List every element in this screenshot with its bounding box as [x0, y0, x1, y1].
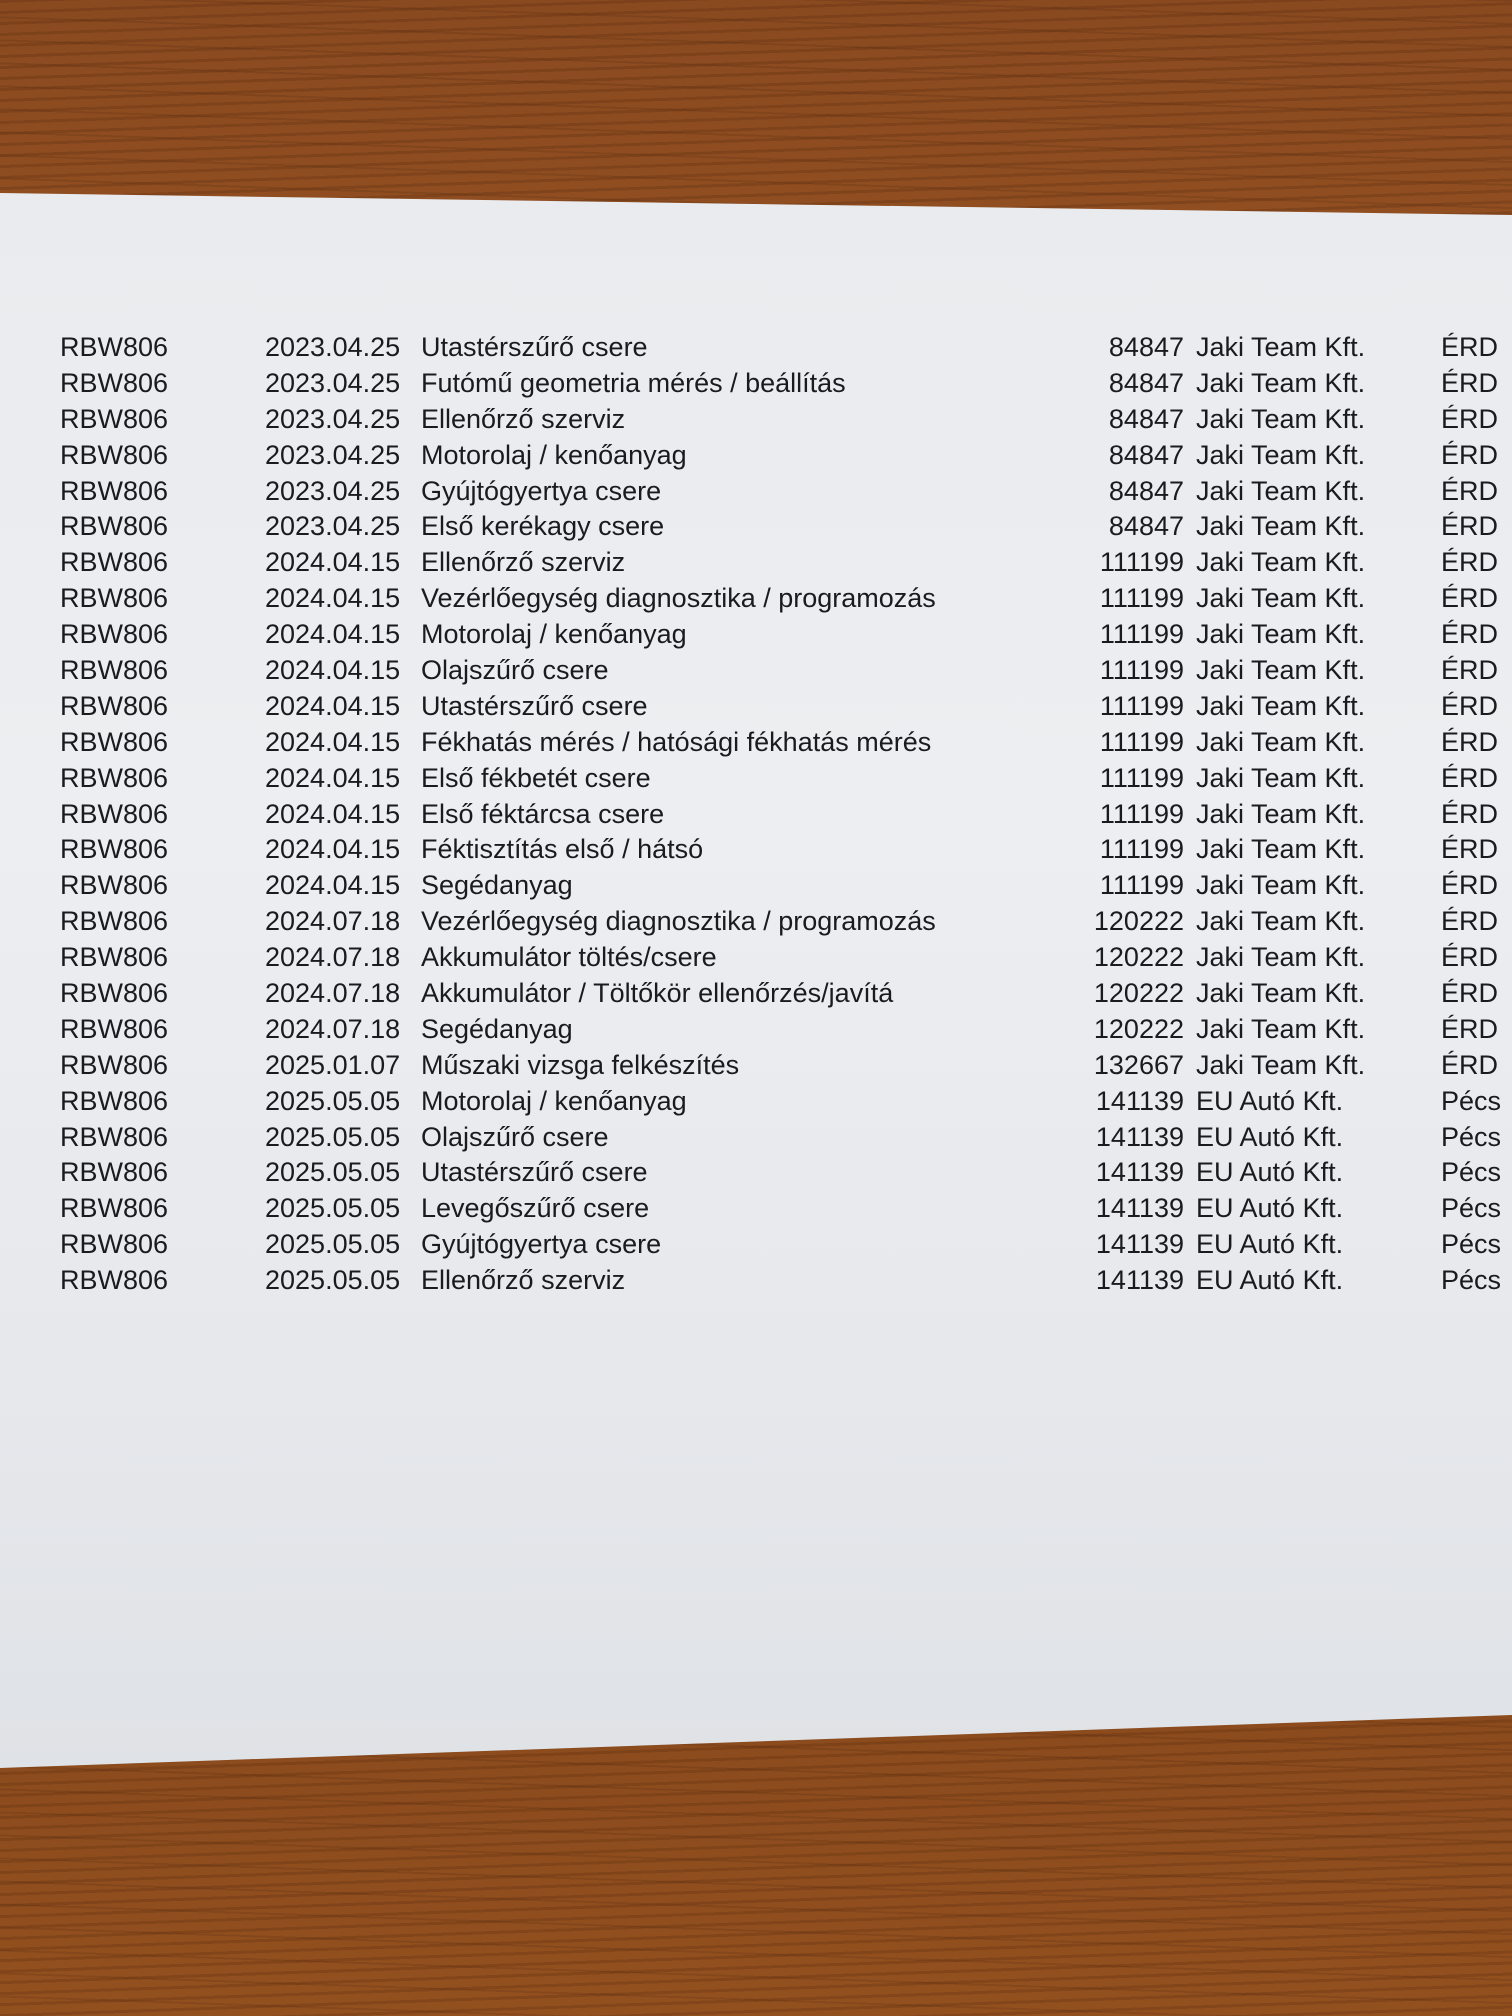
odometer-cell: 120222: [1093, 906, 1184, 937]
city-cell: ÉRD: [1441, 511, 1499, 542]
city-cell: ÉRD: [1441, 1013, 1499, 1044]
workshop-cell: Jaki Team Kft.: [1196, 870, 1366, 901]
task-cell: Motorolaj / kenőanyag: [421, 1085, 687, 1116]
date-cell: 2023.04.25: [265, 403, 401, 434]
service-record-row: [0, 581, 1512, 617]
plate-cell: RBW806: [60, 583, 169, 614]
service-record-row: [0, 1191, 1512, 1227]
task-cell: Olajszűrő csere: [421, 655, 609, 686]
city-cell: Pécs: [1441, 1157, 1502, 1188]
odometer-cell: 111199: [1099, 762, 1184, 793]
service-record-row: [0, 438, 1512, 474]
workshop-cell: Jaki Team Kft.: [1196, 367, 1366, 398]
date-cell: 2023.04.25: [265, 332, 401, 362]
task-cell: Fékhatás mérés / hatósági fékhatás mérés: [421, 726, 932, 757]
odometer-cell: 120222: [1093, 978, 1184, 1009]
odometer-cell: 141139: [1095, 1193, 1184, 1224]
odometer-cell: 120222: [1093, 1013, 1184, 1044]
odometer-cell: 141139: [1095, 1121, 1184, 1152]
odometer-cell: 84847: [1108, 511, 1184, 542]
service-record-row: [0, 330, 1512, 366]
date-cell: 2024.04.15: [265, 870, 401, 901]
date-cell: 2025.05.05: [265, 1085, 401, 1116]
workshop-cell: EU Autó Kft.: [1196, 1193, 1344, 1224]
service-record-row: [0, 725, 1512, 761]
date-cell: 2023.04.25: [265, 367, 401, 398]
service-record-row: [0, 868, 1512, 904]
city-cell: Pécs: [1441, 1229, 1502, 1260]
task-cell: Utastérszűrő csere: [421, 1157, 648, 1188]
odometer-cell: 111199: [1099, 655, 1184, 686]
date-cell: 2025.05.05: [265, 1157, 401, 1188]
plate-cell: RBW806: [60, 439, 169, 470]
city-cell: ÉRD: [1441, 906, 1499, 937]
odometer-cell: 84847: [1108, 475, 1184, 506]
service-record-row: [0, 904, 1512, 940]
service-record-row: [0, 1084, 1512, 1120]
task-cell: Műszaki vizsga felkészítés: [421, 1049, 740, 1080]
workshop-cell: Jaki Team Kft.: [1196, 1049, 1366, 1080]
task-cell: Akkumulátor töltés/csere: [421, 942, 717, 973]
task-cell: Utastérszűrő csere: [421, 332, 648, 362]
workshop-cell: EU Autó Kft.: [1196, 1085, 1344, 1116]
odometer-cell: 84847: [1108, 367, 1184, 398]
service-record-row: [0, 832, 1512, 868]
workshop-cell: EU Autó Kft.: [1196, 1265, 1344, 1296]
workshop-cell: Jaki Team Kft.: [1196, 906, 1366, 937]
workshop-cell: Jaki Team Kft.: [1196, 1013, 1366, 1044]
task-cell: Ellenőrző szerviz: [421, 403, 626, 434]
date-cell: 2024.07.18: [265, 978, 401, 1009]
odometer-cell: 111199: [1099, 547, 1184, 578]
date-cell: 2025.01.07: [265, 1049, 401, 1080]
task-cell: Féktisztítás első / hátsó: [421, 834, 704, 865]
date-cell: 2024.04.15: [265, 655, 401, 686]
city-cell: ÉRD: [1441, 583, 1499, 614]
city-cell: Pécs: [1441, 1193, 1502, 1224]
odometer-cell: 84847: [1108, 403, 1184, 434]
workshop-cell: Jaki Team Kft.: [1196, 834, 1366, 865]
date-cell: 2024.07.18: [265, 906, 401, 937]
date-cell: 2024.04.15: [265, 690, 401, 721]
odometer-cell: 111199: [1099, 690, 1184, 721]
plate-cell: RBW806: [60, 798, 169, 829]
city-cell: ÉRD: [1441, 834, 1499, 865]
date-cell: 2024.04.15: [265, 834, 401, 865]
task-cell: Vezérlőegység diagnosztika / programozás: [421, 906, 936, 937]
date-cell: 2024.04.15: [265, 547, 401, 578]
date-cell: 2025.05.05: [265, 1121, 401, 1152]
city-cell: ÉRD: [1441, 690, 1499, 721]
odometer-cell: 111199: [1099, 726, 1184, 757]
date-cell: 2023.04.25: [265, 511, 401, 542]
odometer-cell: 111199: [1099, 870, 1184, 901]
city-cell: ÉRD: [1441, 547, 1499, 578]
workshop-cell: Jaki Team Kft.: [1196, 726, 1366, 757]
city-cell: ÉRD: [1441, 870, 1499, 901]
plate-cell: RBW806: [60, 332, 169, 362]
plate-cell: RBW806: [60, 942, 169, 973]
workshop-cell: Jaki Team Kft.: [1196, 762, 1366, 793]
odometer-cell: 141139: [1095, 1265, 1184, 1296]
date-cell: 2024.04.15: [265, 726, 401, 757]
service-record-row: [0, 653, 1512, 689]
plate-cell: RBW806: [60, 475, 169, 506]
service-record-row: [0, 689, 1512, 725]
service-record-row: [0, 1263, 1512, 1299]
task-cell: Első féktárcsa csere: [421, 798, 665, 829]
odometer-cell: 111199: [1099, 583, 1184, 614]
plate-cell: RBW806: [60, 906, 169, 937]
odometer-cell: 84847: [1108, 332, 1184, 362]
workshop-cell: Jaki Team Kft.: [1196, 978, 1366, 1009]
plate-cell: RBW806: [60, 834, 169, 865]
service-record-row: [0, 797, 1512, 833]
service-record-row: [0, 617, 1512, 653]
service-record-list: [0, 330, 1512, 1299]
plate-cell: RBW806: [60, 547, 169, 578]
odometer-cell: 111199: [1099, 798, 1184, 829]
workshop-cell: Jaki Team Kft.: [1196, 690, 1366, 721]
plate-cell: RBW806: [60, 655, 169, 686]
city-cell: ÉRD: [1441, 655, 1499, 686]
workshop-cell: Jaki Team Kft.: [1196, 547, 1366, 578]
workshop-cell: EU Autó Kft.: [1196, 1157, 1344, 1188]
city-cell: ÉRD: [1441, 798, 1499, 829]
plate-cell: RBW806: [60, 1085, 169, 1116]
task-cell: Olajszűrő csere: [421, 1121, 609, 1152]
plate-cell: RBW806: [60, 726, 169, 757]
plate-cell: RBW806: [60, 870, 169, 901]
date-cell: 2024.04.15: [265, 798, 401, 829]
task-cell: Gyújtógyertya csere: [421, 475, 662, 506]
service-record-row: [0, 761, 1512, 797]
city-cell: ÉRD: [1441, 762, 1499, 793]
city-cell: ÉRD: [1441, 403, 1499, 434]
odometer-cell: 84847: [1108, 439, 1184, 470]
service-record-row: [0, 402, 1512, 438]
service-record-row: [0, 1012, 1512, 1048]
odometer-cell: 111199: [1099, 619, 1184, 650]
city-cell: ÉRD: [1441, 978, 1499, 1009]
city-cell: ÉRD: [1441, 367, 1499, 398]
city-cell: Pécs: [1441, 1085, 1502, 1116]
city-cell: ÉRD: [1441, 1049, 1499, 1080]
task-cell: Vezérlőegység diagnosztika / programozás: [421, 583, 936, 614]
task-cell: Segédanyag: [421, 1013, 573, 1044]
task-cell: Gyújtógyertya csere: [421, 1229, 662, 1260]
plate-cell: RBW806: [60, 1013, 169, 1044]
service-record-row: [0, 509, 1512, 545]
odometer-cell: 120222: [1093, 942, 1184, 973]
service-record-row: [0, 1120, 1512, 1156]
date-cell: 2024.04.15: [265, 762, 401, 793]
city-cell: ÉRD: [1441, 475, 1499, 506]
workshop-cell: Jaki Team Kft.: [1196, 619, 1366, 650]
service-record-row: [0, 976, 1512, 1012]
service-record-row: [0, 1048, 1512, 1084]
task-cell: Első fékbetét csere: [421, 762, 651, 793]
task-cell: Akkumulátor / Töltőkör ellenőrzés/javítá: [421, 978, 894, 1009]
service-record-row: [0, 1227, 1512, 1263]
workshop-cell: Jaki Team Kft.: [1196, 332, 1366, 362]
plate-cell: RBW806: [60, 978, 169, 1009]
city-cell: ÉRD: [1441, 332, 1499, 362]
workshop-cell: Jaki Team Kft.: [1196, 511, 1366, 542]
date-cell: 2024.07.18: [265, 942, 401, 973]
odometer-cell: 132667: [1093, 1049, 1184, 1080]
date-cell: 2024.07.18: [265, 1013, 401, 1044]
plate-cell: RBW806: [60, 403, 169, 434]
city-cell: ÉRD: [1441, 439, 1499, 470]
workshop-cell: Jaki Team Kft.: [1196, 475, 1366, 506]
task-cell: Segédanyag: [421, 870, 573, 901]
workshop-cell: Jaki Team Kft.: [1196, 655, 1366, 686]
task-cell: Motorolaj / kenőanyag: [421, 619, 687, 650]
odometer-cell: 141139: [1095, 1085, 1184, 1116]
service-record-row: [0, 1155, 1512, 1191]
task-cell: Levegőszűrő csere: [421, 1193, 650, 1224]
odometer-cell: 141139: [1095, 1229, 1184, 1260]
task-cell: Futómű geometria mérés / beállítás: [421, 367, 846, 398]
workshop-cell: Jaki Team Kft.: [1196, 583, 1366, 614]
date-cell: 2024.04.15: [265, 619, 401, 650]
city-cell: ÉRD: [1441, 942, 1499, 973]
odometer-cell: 111199: [1099, 834, 1184, 865]
workshop-cell: EU Autó Kft.: [1196, 1229, 1344, 1260]
plate-cell: RBW806: [60, 690, 169, 721]
plate-cell: RBW806: [60, 1049, 169, 1080]
plate-cell: RBW806: [60, 511, 169, 542]
plate-cell: RBW806: [60, 1265, 169, 1296]
workshop-cell: EU Autó Kft.: [1196, 1121, 1344, 1152]
plate-cell: RBW806: [60, 762, 169, 793]
date-cell: 2025.05.05: [265, 1265, 401, 1296]
service-record-row: [0, 366, 1512, 402]
plate-cell: RBW806: [60, 1229, 169, 1260]
plate-cell: RBW806: [60, 367, 169, 398]
task-cell: Utastérszűrő csere: [421, 690, 648, 721]
task-cell: Motorolaj / kenőanyag: [421, 439, 687, 470]
workshop-cell: Jaki Team Kft.: [1196, 798, 1366, 829]
service-record-row: [0, 474, 1512, 510]
plate-cell: RBW806: [60, 1121, 169, 1152]
date-cell: 2025.05.05: [265, 1193, 401, 1224]
service-record-row: [0, 940, 1512, 976]
task-cell: Első kerékagy csere: [421, 511, 665, 542]
plate-cell: RBW806: [60, 1193, 169, 1224]
date-cell: 2024.04.15: [265, 583, 401, 614]
date-cell: 2023.04.25: [265, 439, 401, 470]
odometer-cell: 141139: [1095, 1157, 1184, 1188]
city-cell: ÉRD: [1441, 726, 1499, 757]
workshop-cell: Jaki Team Kft.: [1196, 403, 1366, 434]
date-cell: 2025.05.05: [265, 1229, 401, 1260]
task-cell: Ellenőrző szerviz: [421, 1265, 626, 1296]
city-cell: ÉRD: [1441, 619, 1499, 650]
plate-cell: RBW806: [60, 1157, 169, 1188]
plate-cell: RBW806: [60, 619, 169, 650]
workshop-cell: Jaki Team Kft.: [1196, 439, 1366, 470]
city-cell: Pécs: [1441, 1265, 1502, 1296]
service-record-row: [0, 545, 1512, 581]
city-cell: Pécs: [1441, 1121, 1502, 1152]
date-cell: 2023.04.25: [265, 475, 401, 506]
task-cell: Ellenőrző szerviz: [421, 547, 626, 578]
workshop-cell: Jaki Team Kft.: [1196, 942, 1366, 973]
